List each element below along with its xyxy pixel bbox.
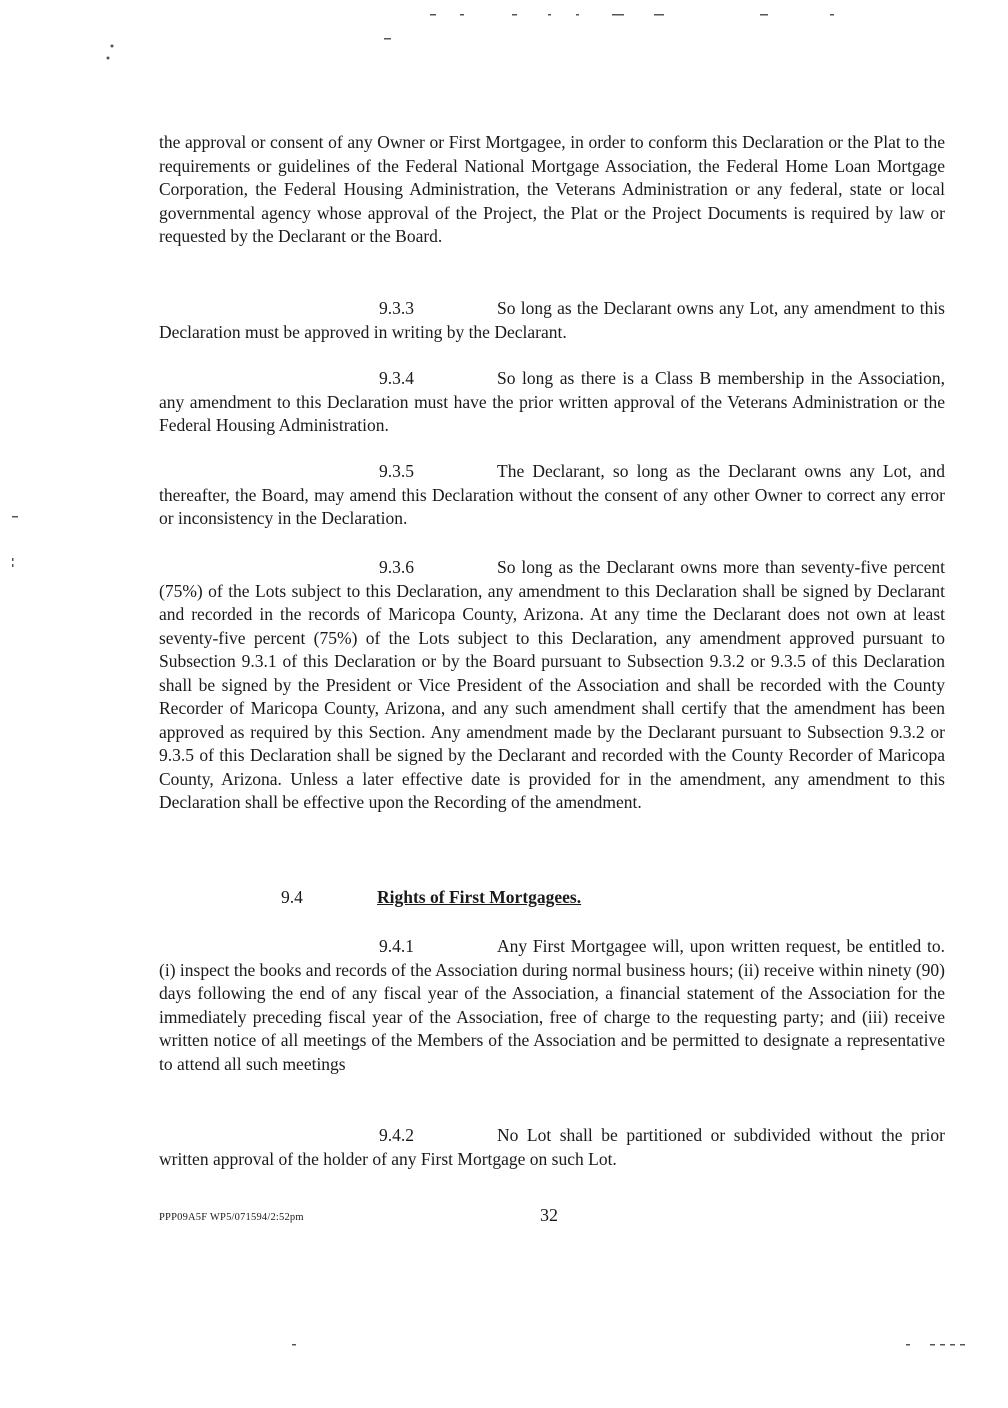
footer-document-code: PPP09A5F WP5/071594/2:52pm xyxy=(159,1212,304,1223)
page-number: 32 xyxy=(540,1205,558,1225)
heading-title: Rights of First Mortgagees. xyxy=(377,887,582,907)
heading-number: 9.4 xyxy=(281,887,303,907)
section-text: So long as the Declarant owns any Lot, any amendment to this Declaration must be approved in writing by the Declarant. xyxy=(159,298,945,342)
continuation-text: the approval or consent of any Owner or First Mortgagee, in order to conform this Declaration or the Plat to the requirements or guidelines of the Federal National Mortgage Association, the Federal Home Loan Mortgage Corporation, the Federal Housing Administration, the Veterans Administration or any federal, state or local governmental agency whose approval of the Project, the Plat or the Project Documents is required by law or requested by the Declarant or the Board. xyxy=(159,132,945,246)
section-number: 9.3.4 xyxy=(379,368,414,388)
section-text: No Lot shall be partitioned or subdivided without the prior written approval of the holder of any First Mortgage on such Lot. xyxy=(159,1125,945,1169)
section-9-4-2 xyxy=(159,1124,945,1171)
section-9-3-4 xyxy=(159,367,945,438)
section-9-4-1 xyxy=(159,935,945,1076)
section-text: So long as the Declarant owns more than seventy-five percent (75%) of the Lots subject to this Declaration, any amendment to this Declaration shall be signed by Declarant and recorded in the records of Maricopa County, Arizona. At any time the Declarant does not own at least seventy-five percent (75%) of the Lots subject to this Declaration, any amendment approved pursuant to Subsection 9.3.1 of this Declaration or by the Board pursuant to Subsection 9.3.2 or 9.3.5 of this Declaration shall be signed by the President or Vice President of the Association and shall be recorded with the County Recorder of Maricopa County, Arizona, and any such amendment shall certify that the amendment has been approved as required by this Section. Any amendment made by the Declarant pursuant to Subsection 9.3.2 or 9.3.5 of this Declaration shall be signed by the Declarant and recorded with the County Recorder of Maricopa County, Arizona. Unless a later effective date is provided for in the amendment, any amendment to this Declaration shall be effective upon the Recording of the amendment. xyxy=(159,557,945,812)
section-9-3-3 xyxy=(159,297,945,344)
section-9-3-6 xyxy=(159,556,945,815)
section-number: 9.3.6 xyxy=(379,557,414,577)
section-number: 9.3.3 xyxy=(379,298,414,318)
section-number: 9.4.1 xyxy=(379,936,414,956)
continuation-paragraph xyxy=(159,131,945,249)
section-text: So long as there is a Class B membership in the Association, any amendment to this Declaration must have the prior written approval of the Veterans Administration or the Federal Housing Administration. xyxy=(159,368,945,435)
section-number: 9.3.5 xyxy=(379,461,414,481)
section-9-3-5 xyxy=(159,460,945,531)
section-text: Any First Mortgagee will, upon written request, be entitled to. (i) inspect the books and records of the Association during normal business hours; (ii) receive within ninety (90) days following the end of any fiscal year of the Association, a financial statement of the Association for the immediately preceding fiscal year of the Association, free of charge to the requesting party; and (iii) receive written notice of all meetings of the Members of the Association and be permitted to designate a representative to attend all such meetings xyxy=(159,936,945,1074)
section-text: The Declarant, so long as the Declarant owns any Lot, and thereafter, the Board, may amend this Declaration without the consent of any other Owner to correct any error or inconsistency in the Declaration. xyxy=(159,461,945,528)
section-number: 9.4.2 xyxy=(379,1125,414,1145)
